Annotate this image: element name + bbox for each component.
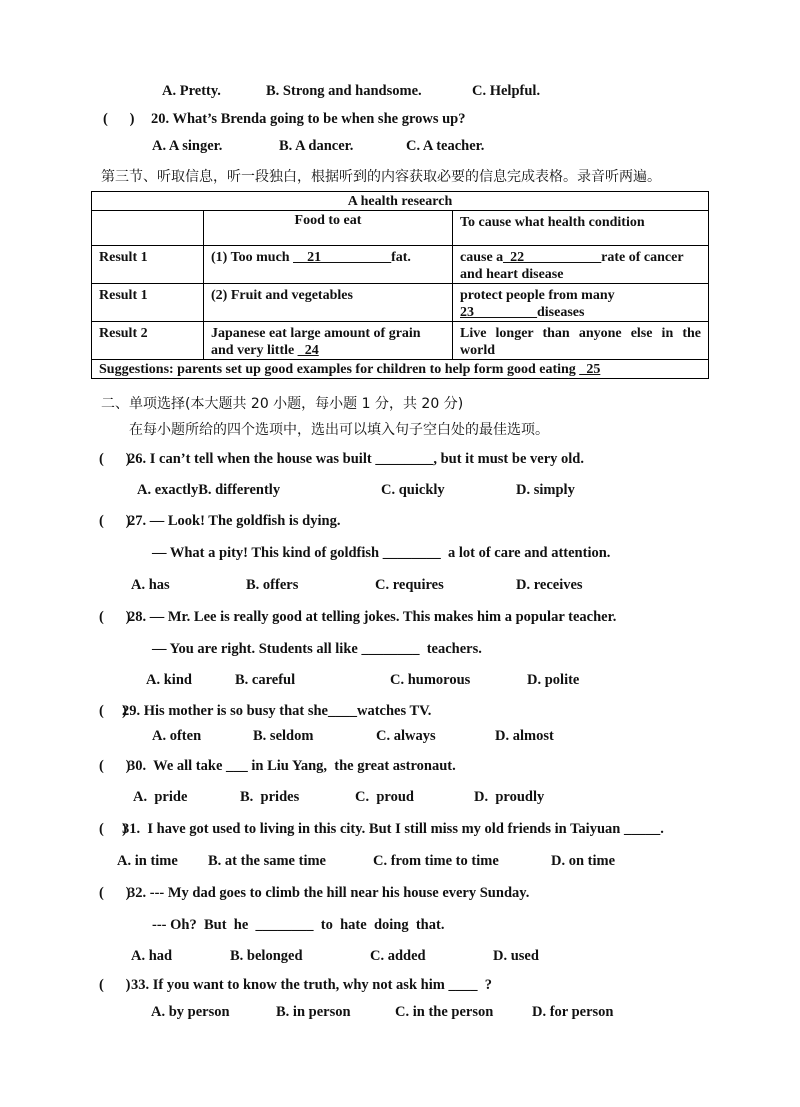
q32-option-a: A. had: [131, 948, 173, 964]
q29-option-d: D. almost: [495, 728, 554, 744]
q27-stem: 27. — Look! The goldfish is dying.: [128, 513, 341, 529]
q33-option-b: B. in person: [276, 1004, 351, 1020]
q26-stem: 26. I can’t tell when the house was built ________, but it must be very old.: [128, 451, 584, 467]
q27-reply: — What a pity! This kind of goldfish ________ a lot of care and attention.: [152, 545, 611, 561]
table-header-food: Food to eat: [204, 211, 453, 246]
q30-option-a: A. pride: [133, 789, 188, 805]
q27-option-a: A. has: [131, 577, 170, 593]
table-row: [92, 284, 709, 322]
q31-answer-bracket[interactable]: ( ): [99, 821, 127, 837]
q32-blank: ________: [255, 917, 314, 933]
q30-option-d: D. proudly: [474, 789, 545, 805]
q20-stem: 20. What’s Brenda going to be when she grows up?: [151, 111, 466, 127]
part2-heading: 二、单项选择(本大题共 20 小题，每小题 1 分，共 20 分): [101, 396, 464, 412]
q31-stem: 31. I have got used to living in this city. But I still miss my old friends in Taiyuan _____.: [122, 821, 664, 837]
q27-option-b: B. offers: [246, 577, 299, 593]
q30-blank: ___: [226, 758, 248, 774]
q20-option-c: C. A teacher.: [406, 138, 485, 154]
table-row: [92, 246, 709, 284]
q27-answer-bracket[interactable]: ( ): [99, 513, 131, 529]
blank-22[interactable]: _22___________: [503, 250, 602, 265]
row-label: Result 1: [92, 246, 204, 284]
q31-option-c: C. from time to time: [373, 853, 499, 869]
q28-answer-bracket[interactable]: ( ): [99, 609, 131, 625]
blank-25[interactable]: _25: [579, 362, 601, 377]
q29-option-b: B. seldom: [253, 728, 314, 744]
q26-blank: ________: [375, 451, 434, 467]
q20-answer-bracket[interactable]: ( ): [103, 111, 135, 127]
q29-blank: ____: [327, 703, 357, 719]
table-title: A health research: [92, 192, 709, 211]
condition-cell: protect people from many 23_________diseases: [453, 284, 709, 322]
q27-option-d: D. receives: [516, 577, 583, 593]
q28-option-d: D. polite: [527, 672, 580, 688]
q28-option-b: B. careful: [235, 672, 296, 688]
q26-option-ab: A. exactlyB. differently: [137, 482, 281, 498]
q33-answer-bracket[interactable]: ( ): [99, 977, 131, 993]
row-label: Result 2: [92, 322, 204, 360]
q19-option-c: C. Helpful.: [472, 83, 541, 99]
food-cell: (2) Fruit and vegetables: [204, 284, 453, 322]
q30-option-c: C. proud: [355, 789, 414, 805]
condition-cell: Live longer than anyone else in the world: [453, 322, 709, 360]
q29-option-a: A. often: [152, 728, 202, 744]
q27-blank: ________: [382, 545, 441, 561]
table-header-condition: To cause what health condition: [453, 211, 709, 246]
table-suggestion: Suggestions: parents set up good examples for children to help form good eating _25: [92, 360, 709, 379]
q31-option-d: D. on time: [551, 853, 616, 869]
blank-21[interactable]: __21__________: [293, 250, 392, 265]
q32-option-b: B. belonged: [230, 948, 303, 964]
q28-stem: 28. — Mr. Lee is really good at telling jokes. This makes him a popular teacher.: [128, 609, 617, 625]
q33-option-c: C. in the person: [395, 1004, 494, 1020]
q31-blank: ___: [638, 821, 661, 837]
q27-option-c: C. requires: [375, 577, 444, 593]
q29-option-c: C. always: [376, 728, 436, 744]
q28-option-a: A. kind: [146, 672, 192, 688]
q19-option-b: B. Strong and handsome.: [266, 83, 422, 99]
q33-stem: 33. If you want to know the truth, why not ask him ____ ?: [131, 977, 492, 993]
q28-option-c: C. humorous: [390, 672, 471, 688]
part2-instruction: 在每小题所给的四个选项中，选出可以填入句子空白处的最佳选项。: [129, 422, 549, 438]
q32-answer-bracket[interactable]: ( ): [99, 885, 131, 901]
health-research-table: [91, 191, 709, 379]
blank-24[interactable]: _24: [297, 343, 319, 358]
blank-23[interactable]: 23_________: [460, 305, 537, 320]
table-row: [92, 322, 709, 360]
q33-option-d: D. for person: [532, 1004, 614, 1020]
q33-option-a: A. by person: [151, 1004, 230, 1020]
q19-option-a: A. Pretty.: [162, 83, 221, 99]
q32-reply: --- Oh? But he ________ to hate doing that.: [152, 917, 445, 933]
q31-option-b: B. at the same time: [208, 853, 326, 869]
q28-reply: — You are right. Students all like ________ teachers.: [152, 641, 482, 657]
q26-option-c: C. quickly: [381, 482, 445, 498]
q30-option-b: B. prides: [240, 789, 300, 805]
q32-option-c: C. added: [370, 948, 426, 964]
row-label: Result 1: [92, 284, 204, 322]
q30-answer-bracket[interactable]: ( ): [99, 758, 131, 774]
q26-answer-bracket[interactable]: ( ): [99, 451, 131, 467]
q29-answer-bracket[interactable]: ( ): [99, 703, 127, 719]
food-cell: (1) Too much __21__________fat.: [204, 246, 453, 284]
q28-blank: ________: [361, 641, 420, 657]
q31-option-a: A. in time: [117, 853, 178, 869]
q26-option-d: D. simply: [516, 482, 575, 498]
table-header-empty: [92, 211, 204, 246]
food-cell: Japanese eat large amount of grain and very little _24: [204, 322, 453, 360]
q32-option-d: D. used: [493, 948, 539, 964]
q20-option-a: A. A singer.: [152, 138, 223, 154]
q29-stem: 29. His mother is so busy that she____watches TV.: [122, 703, 432, 719]
section3-heading: 第三节、听取信息，听一段独白，根据听到的内容获取必要的信息完成表格。录音听两遍。: [101, 169, 661, 185]
condition-cell: cause a_22___________rate of cancer and heart disease: [453, 246, 709, 284]
q33-blank: ____: [448, 977, 478, 993]
q32-stem: 32. --- My dad goes to climb the hill near his house every Sunday.: [128, 885, 530, 901]
q20-option-b: B. A dancer.: [279, 138, 354, 154]
q30-stem: 30. We all take ___ in Liu Yang, the great astronaut.: [128, 758, 456, 774]
